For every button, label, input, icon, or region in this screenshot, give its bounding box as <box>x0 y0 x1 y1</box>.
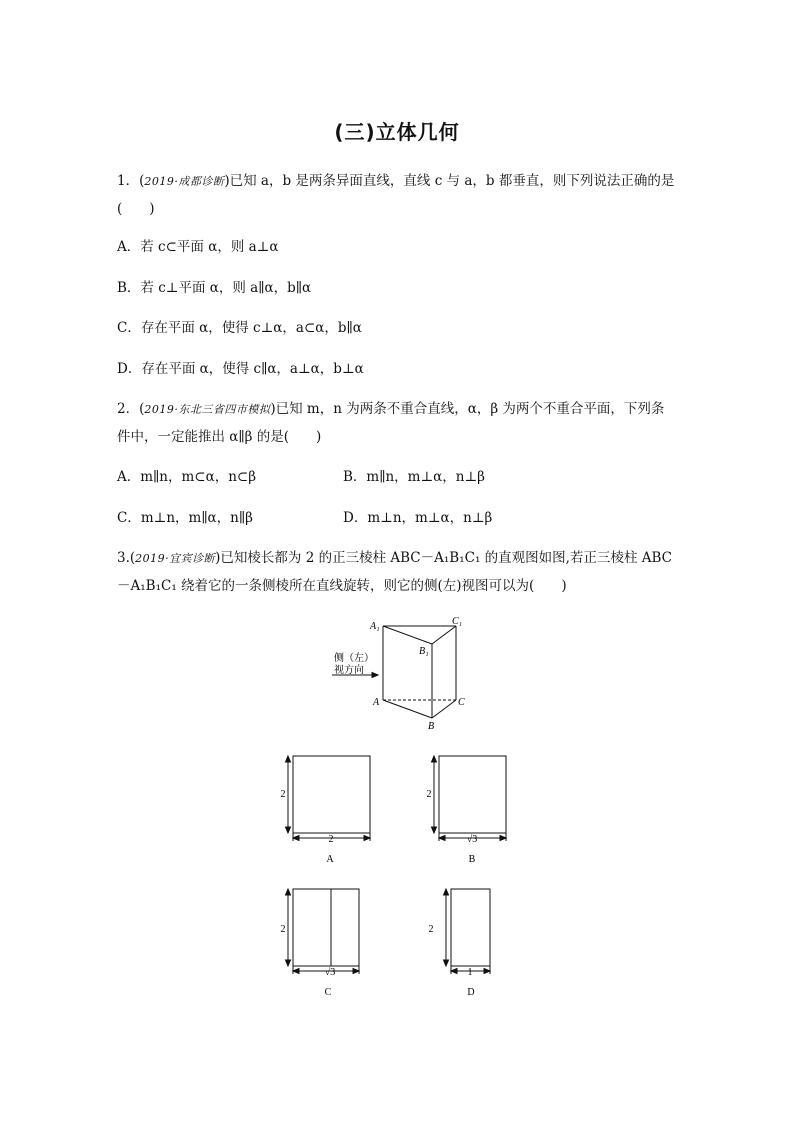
vertex-label-b1: B₁ <box>419 646 429 657</box>
question-1-source: 2019·成都诊断 <box>144 175 225 188</box>
view-a-letter: A <box>326 854 334 865</box>
view-a-width-label: 2 <box>328 834 334 845</box>
question-3-stem: 3.(2019·宜宾诊断)已知棱长都为 2 的正三棱柱 ABC－A₁B₁C₁ 的直观图如图,若正三棱柱 ABC <box>117 550 672 566</box>
question-1-stem: 1．(2019·成都诊断)已知 a，b 是两条异面直线，直线 c 与 a，b 都垂直，则下列说法正确的是 <box>117 173 675 189</box>
view-d-letter: D <box>467 987 475 998</box>
question-2-stem: 2．(2019·东北三省四市模拟)已知 m，n 为两条不重合直线，α，β 为两个不重合平面，下列条 <box>117 401 665 417</box>
view-b-letter: B <box>468 854 476 865</box>
view-c-width-label: √3 <box>324 967 336 978</box>
question-1-option-a: A．若 c⊂平面 α，则 a⊥α <box>117 239 279 255</box>
view-direction-label-1: 侧（左） <box>334 653 374 664</box>
question-1-option-c: C．存在平面 α，使得 c⊥α，a⊂α，b∥α <box>117 320 362 336</box>
view-option-c <box>280 885 380 1000</box>
view-b-height-label: 2 <box>426 789 432 800</box>
prism-figure <box>320 612 480 737</box>
question-3-source: 2019·宜宾诊断 <box>135 552 216 565</box>
question-2-source: 2019·东北三省四市模拟 <box>144 403 271 416</box>
question-1-option-b: B．若 c⊥平面 α，则 a∥α，b∥α <box>117 280 312 296</box>
question-2-option-a: A．m∥n，m⊂α，n⊂β <box>117 469 257 485</box>
question-2-option-b: B．m∥n，m⊥α，n⊥β <box>343 469 485 485</box>
question-2-option-c: C．m⊥n，m∥α，n∥β <box>117 510 253 526</box>
view-direction-label-2: 视方向 <box>334 665 364 676</box>
vertex-label-b: B <box>428 721 435 732</box>
vertex-label-a: A <box>373 697 380 708</box>
view-option-b <box>425 752 525 867</box>
view-b-width-label: √3 <box>466 834 478 845</box>
view-c-height-label: 2 <box>280 924 286 935</box>
view-c-letter: C <box>324 987 332 998</box>
page-title: (三)立体几何 <box>334 120 460 144</box>
view-d-height-label: 2 <box>428 924 434 935</box>
vertex-label-a1: A₁ <box>370 621 380 632</box>
question-1-option-d: D．存在平面 α，使得 c∥α，a⊥α，b⊥α <box>117 361 364 377</box>
view-d-width-label: 1 <box>467 967 473 978</box>
view-option-a <box>280 752 380 867</box>
question-2-option-d: D．m⊥n，m⊥α，n⊥β <box>343 510 493 526</box>
question-2-stem-cont: 件中，一定能推出 α∥β 的是( ) <box>117 429 322 445</box>
view-a-height-label: 2 <box>280 789 286 800</box>
question-3-stem-cont: －A₁B₁C₁ 绕着它的一条侧棱所在直线旋转，则它的侧(左)视图可以为( ) <box>117 578 567 594</box>
vertex-label-c: C <box>458 697 465 708</box>
question-1-stem-cont: ( ) <box>117 201 155 217</box>
vertex-label-c1: C₁ <box>452 616 463 627</box>
view-option-d <box>425 885 525 1000</box>
